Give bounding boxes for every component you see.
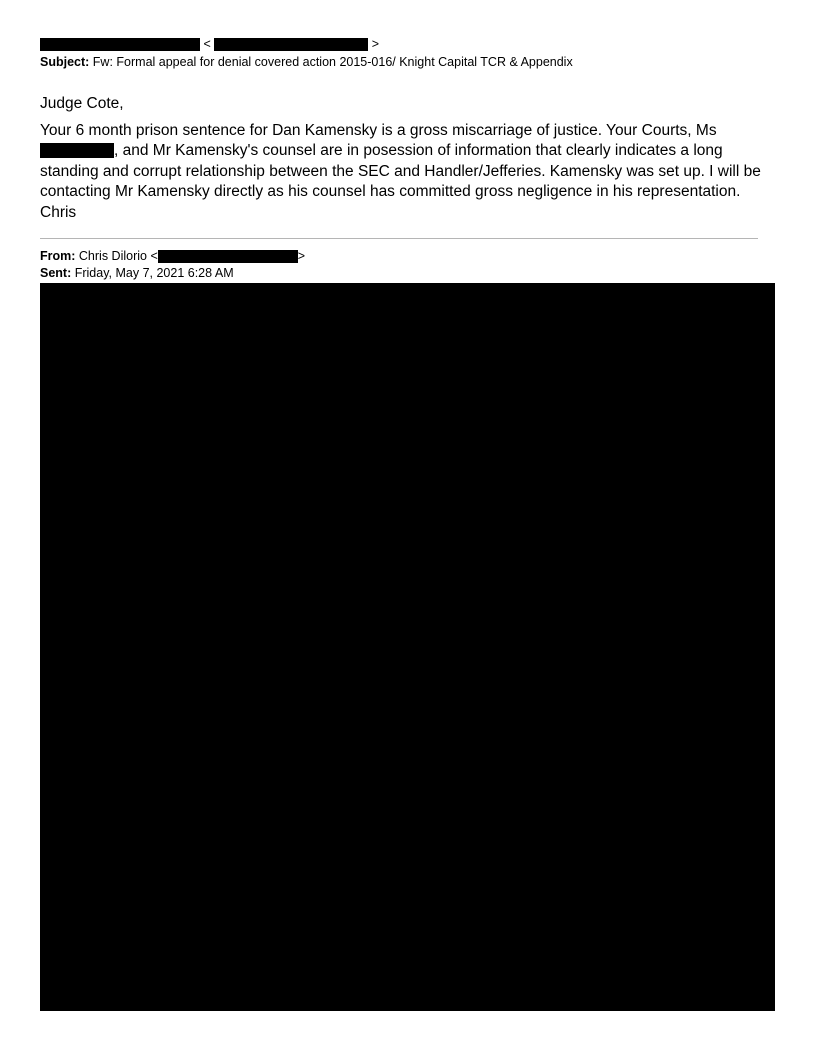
redacted-from-email (158, 250, 298, 263)
subject-text: Fw: Formal appeal for denial covered action 2015-016/ Knight Capital TCR & Appendix (92, 55, 573, 69)
sent-value: Friday, May 7, 2021 6:28 AM (74, 266, 234, 280)
email-close-bracket: > (371, 37, 380, 51)
signature: Chris (40, 203, 77, 221)
greeting: Judge Cote, (40, 95, 124, 112)
from-label: From: (40, 249, 76, 263)
from-name: Chris Dilorio (78, 249, 151, 263)
body-paragraph-end: , and Mr Kamensky's counsel are in posession of information that clearly indicates a long standing and corrupt relationship between the SEC and Handler/Jefferies. Kamensky was set up. I will be contacting Mr Kamensky directly as his counsel has committed gross negligence in his representation. (40, 142, 761, 200)
from-close-bracket: > (297, 249, 306, 263)
from-open-bracket: < (150, 249, 158, 263)
redacted-name (40, 143, 114, 158)
redacted-sender-name (40, 38, 200, 51)
email-open-bracket: < (203, 37, 211, 51)
subject-line (40, 54, 573, 70)
divider-line (40, 238, 758, 239)
from-line (40, 248, 305, 264)
body-paragraph (40, 121, 780, 203)
redacted-message-block (40, 283, 775, 1011)
redacted-sender-email (214, 38, 368, 51)
subject-label: Subject: (40, 55, 90, 69)
sender-header (40, 36, 379, 52)
email-body (40, 94, 780, 223)
body-paragraph-start: Your 6 month prison sentence for Dan Kamensky is a gross miscarriage of justice. Your Courts, Ms (40, 121, 717, 139)
sent-label: Sent: (40, 266, 72, 280)
sent-line (40, 265, 234, 281)
